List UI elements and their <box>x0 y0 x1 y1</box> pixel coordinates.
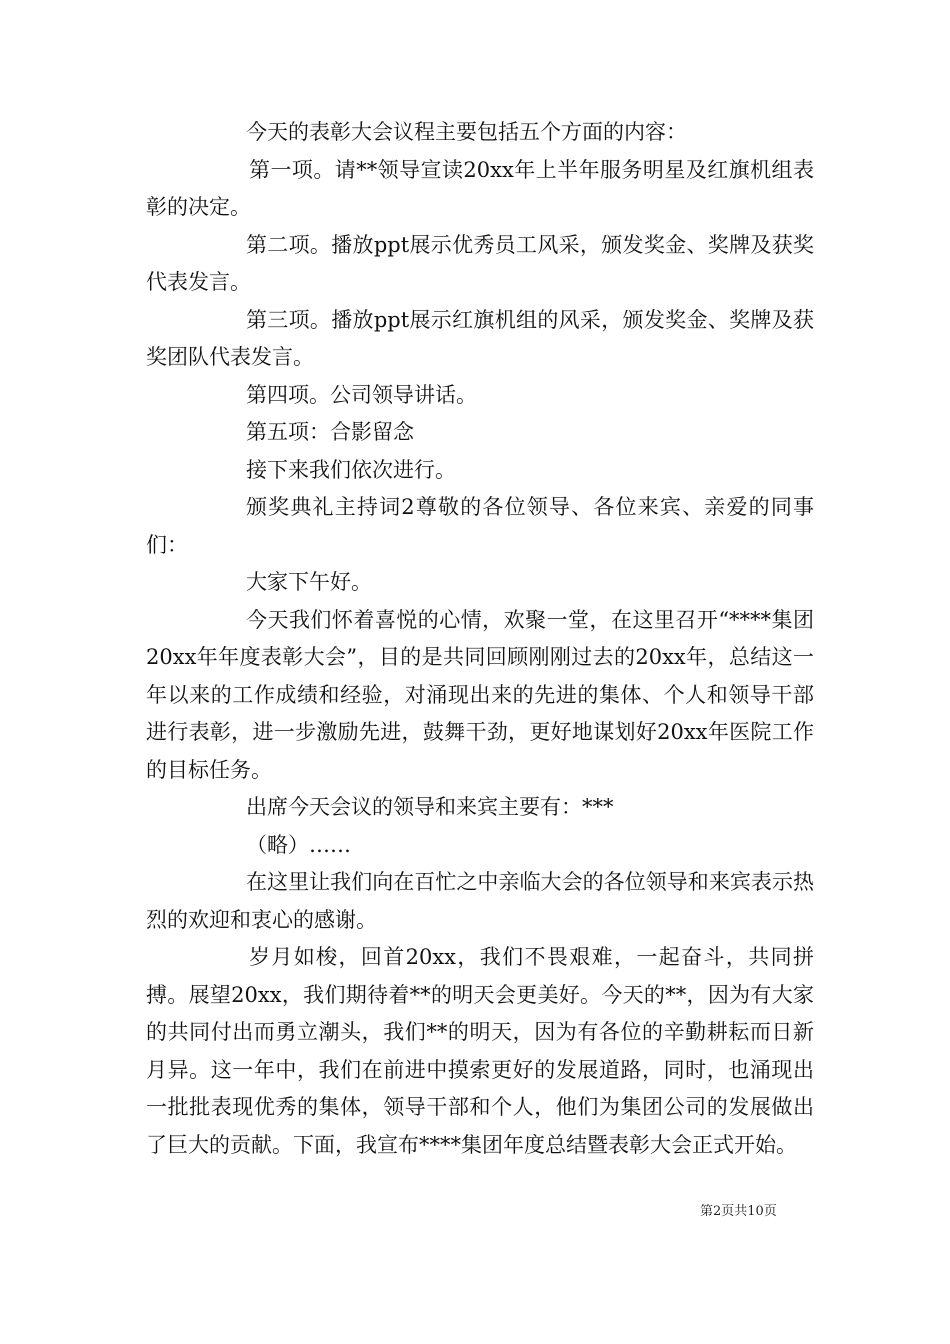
paragraph-speech-2-greeting: 颁奖典礼主持词2尊敬的各位领导、各位来宾、亲爱的同事们： <box>146 495 814 557</box>
page-number-footer: 第2页共10页 <box>700 1204 777 1219</box>
paragraph-agenda-intro: 今天的表彰大会议程主要包括五个方面的内容： <box>246 120 687 144</box>
paragraph-good-afternoon: 大家下午好。 <box>246 570 372 594</box>
paragraph-welcome: 在这里让我们向在百忙之中亲临大会的各位领导和来宾表示热烈的欢迎和衷心的感谢。 <box>146 870 814 932</box>
paragraph-item-5: 第五项：合影留念 <box>246 420 414 444</box>
paragraph-item-4: 第四项。公司领导讲话。 <box>246 382 477 407</box>
document-body <box>146 114 814 1164</box>
paragraph-attendees: 出席今天会议的领导和来宾主要有：*** <box>246 795 614 819</box>
paragraph-item-1: 第一项。请**领导宣读20xx年上半年服务明星及红旗机组表彰的决定。 <box>146 157 814 219</box>
paragraph-omitted: （略）…… <box>246 832 351 857</box>
paragraph-item-2: 第二项。播放ppt展示优秀员工风采，颁发奖金、奖牌及获奖代表发言。 <box>146 232 814 294</box>
paragraph-item-3: 第三项。播放ppt展示红旗机组的风采，颁发奖金、奖牌及获奖团队代表发言。 <box>146 307 814 369</box>
paragraph-meeting-purpose: 今天我们怀着喜悦的心情，欢聚一堂，在这里召开“****集团20xx年年度表彰大会”，目的是共同回顾刚刚过去的20xx年，总结这一年以来的工作成绩和经验，对涌现出来的先进的集体、个人和领导干部进行表彰，进一步激励先进，鼓舞干劲，更好地谋划好20xx年医院工作的目标任务。 <box>146 607 814 782</box>
paragraph-proceed: 接下来我们依次进行。 <box>246 457 456 482</box>
paragraph-review-and-opening: 岁月如梭，回首20xx，我们不畏艰难，一起奋斗，共同拼搏。展望20xx，我们期待着**的明天会更美好。今天的**，因为有大家的共同付出而勇立潮头，我们**的明天，因为有各位的辛勤耕耘而日新月异。这一年中，我们在前进中摸索更好的发展道路，同时，也涌现出一批批表现优秀的集体，领导干部和个人，他们为集团公司的发展做出了巨大的贡献。下面，我宣布****集团年度总结暨表彰大会正式开始。 <box>146 945 814 1157</box>
